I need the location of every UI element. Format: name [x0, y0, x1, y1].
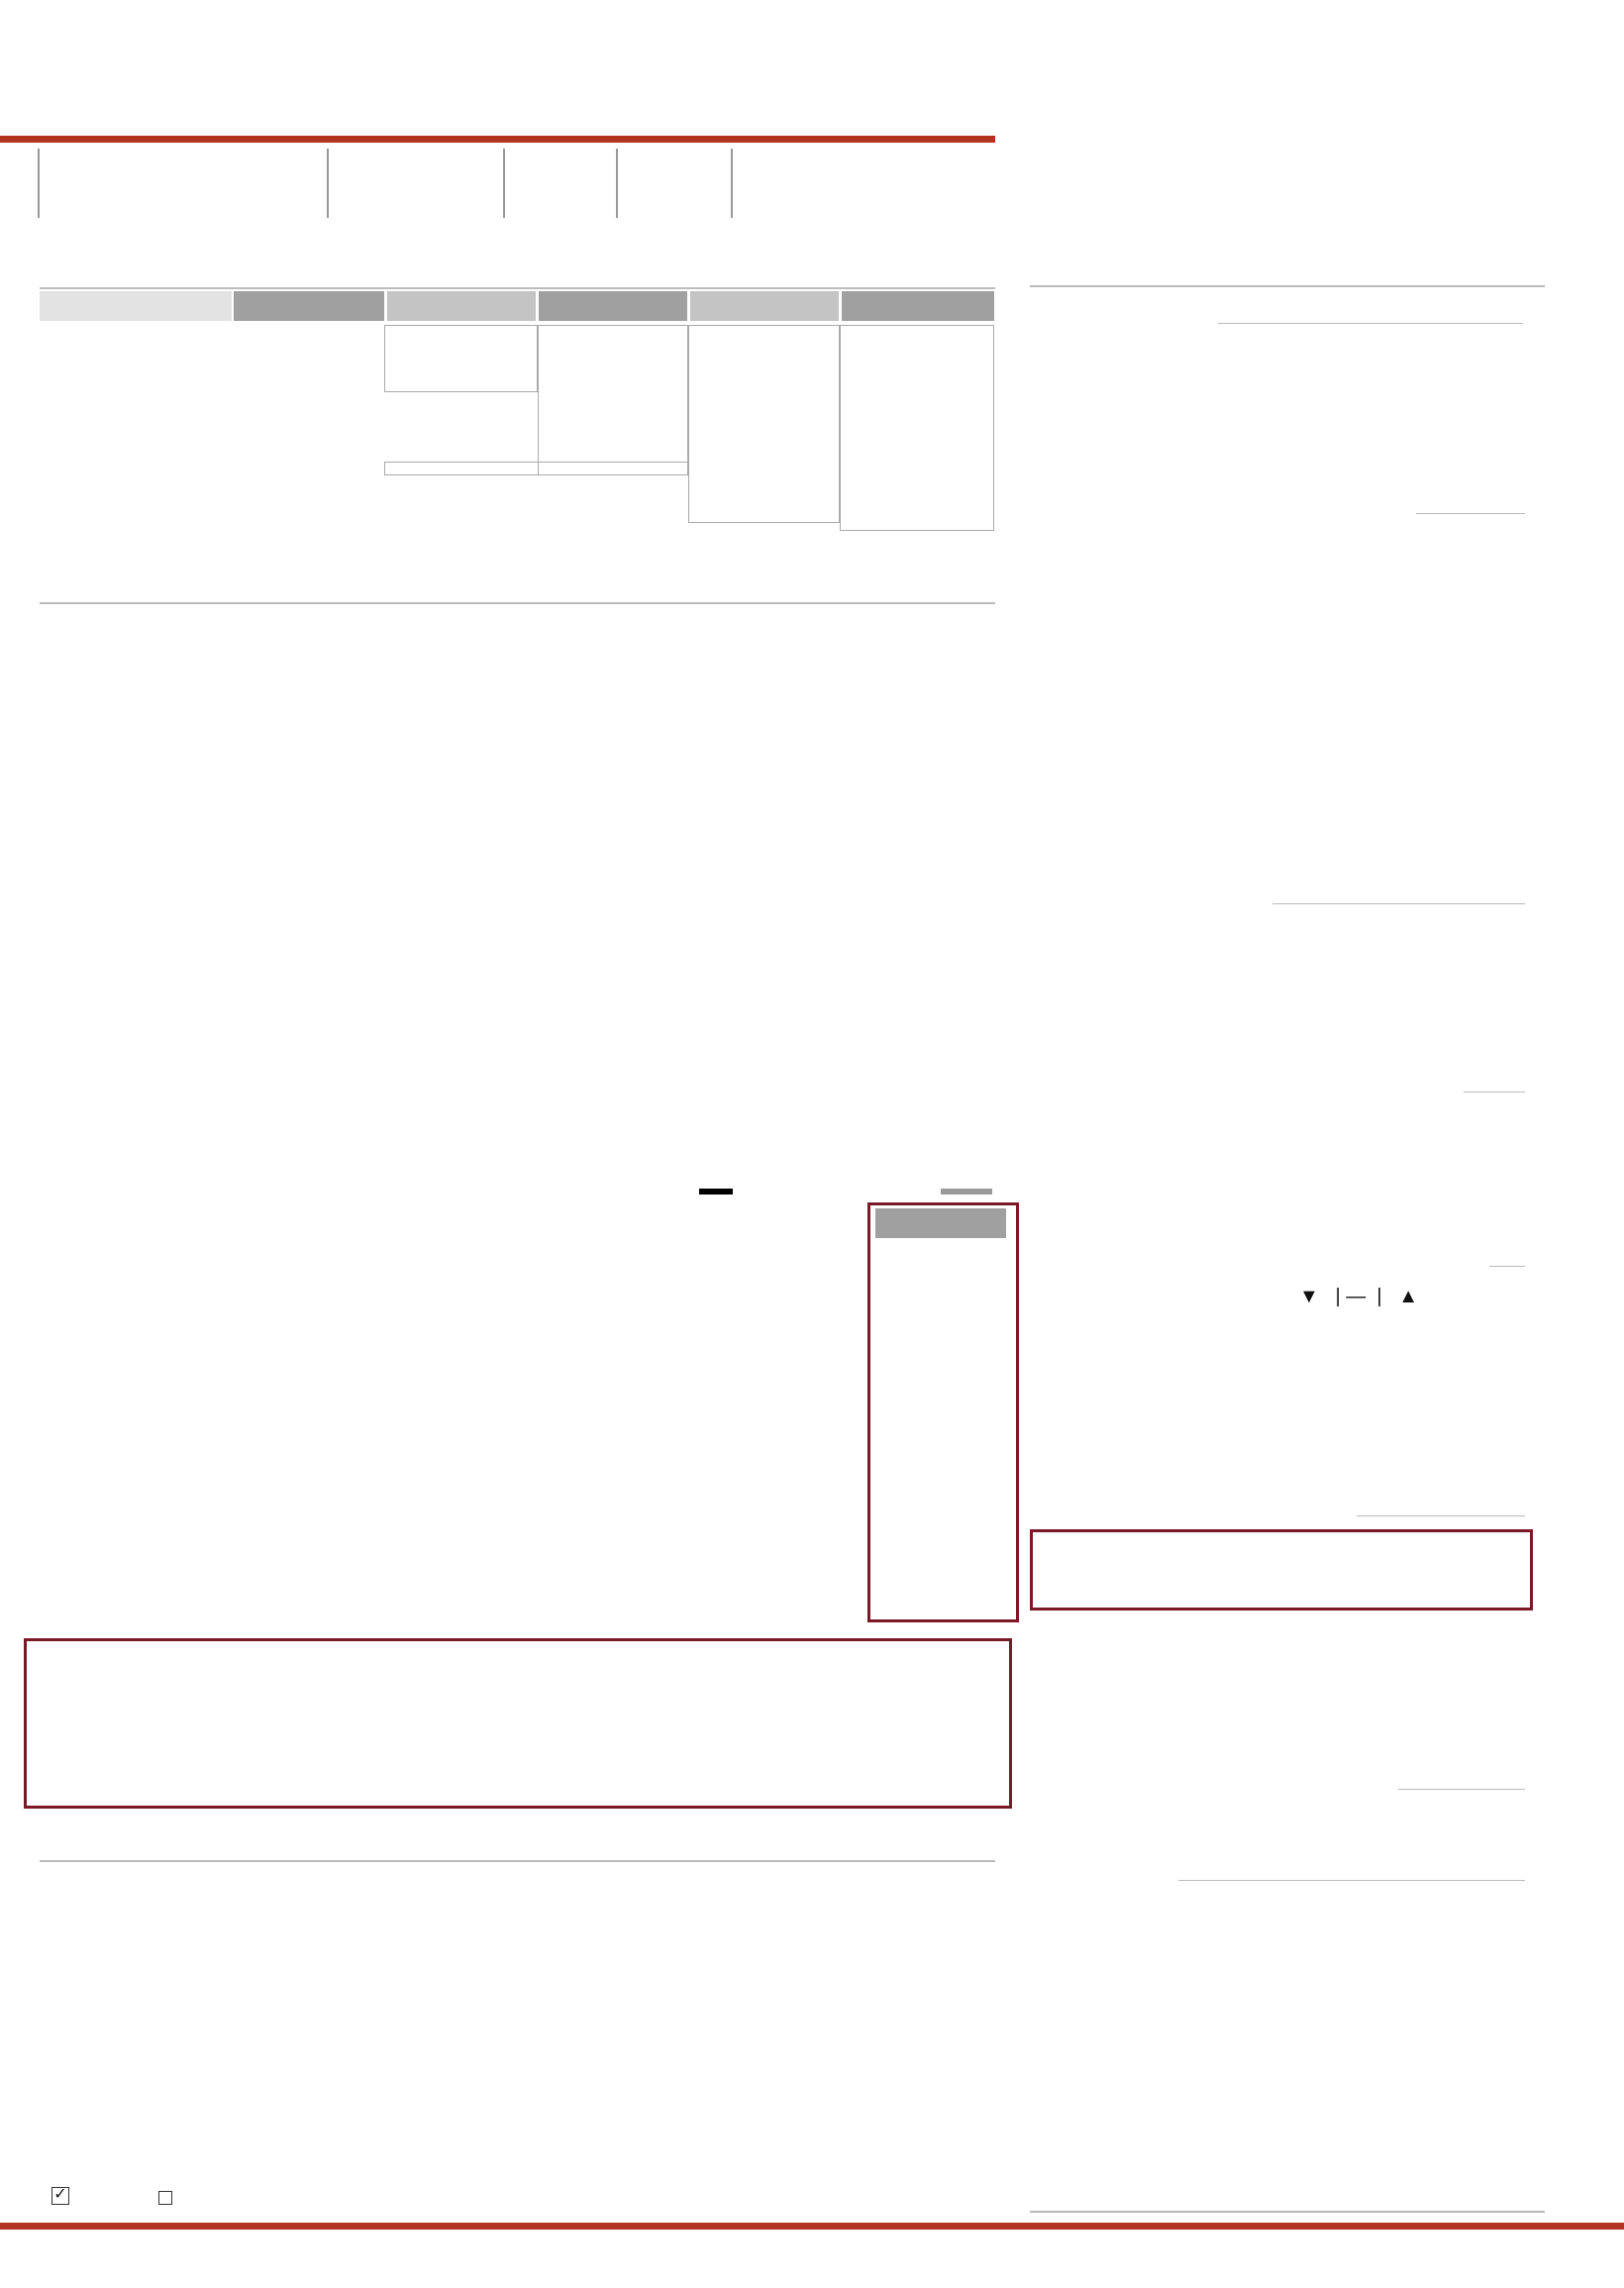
- section-rule: [40, 602, 995, 604]
- rule: [1398, 1789, 1525, 1790]
- normal-dash-icon: —: [1346, 1286, 1367, 1307]
- lbm-box: [538, 325, 688, 475]
- rule: [1357, 1515, 1525, 1516]
- below-arrow-icon: ▼: [1299, 1286, 1319, 1307]
- rule: [1272, 903, 1525, 904]
- ecw-analysis-highlight: [24, 1638, 1012, 1809]
- header-rule: [0, 136, 995, 143]
- legend-ideal-swatch: [699, 1189, 733, 1195]
- ecw-ratio-header: [875, 1208, 1006, 1238]
- patient-info-bar: [38, 149, 1008, 220]
- bca-corner: [40, 291, 232, 321]
- legend-actual-swatch: [941, 1189, 992, 1195]
- ecw-ratio-highlight: [867, 1202, 1019, 1622]
- divider: [503, 149, 505, 218]
- total-checkbox[interactable]: [158, 2191, 172, 2205]
- bca-col-tbw: [387, 291, 536, 321]
- divider: [731, 149, 733, 218]
- right-rule: [1030, 285, 1545, 287]
- bca-col-ffm: [690, 291, 839, 321]
- bca-col-weight: [842, 291, 994, 321]
- ecw-icw-highlight: [1030, 1529, 1533, 1611]
- rule: [1030, 2211, 1545, 2213]
- vfa-chart: [1030, 535, 1545, 891]
- section-rule: [40, 287, 995, 289]
- ffm-box: [688, 325, 840, 523]
- divider: [327, 149, 329, 218]
- bca-col-lbm: [539, 291, 687, 321]
- non-osseux-box: [384, 462, 689, 475]
- weight-box: [840, 325, 994, 531]
- recent-checkbox[interactable]: ✓: [51, 2187, 69, 2205]
- rule: [1489, 1266, 1525, 1267]
- footer-rule: [0, 2223, 1624, 2230]
- bca-col-values: [234, 291, 384, 321]
- divider: [38, 149, 40, 218]
- above-arrow-icon: ▲: [1398, 1286, 1418, 1307]
- segfat-legend: ▼ | — | ▲: [1299, 1286, 1418, 1307]
- rule: [1218, 323, 1523, 324]
- section-rule: [40, 1860, 995, 1862]
- rule: [1416, 513, 1525, 514]
- divider: [616, 149, 618, 218]
- rule: [1178, 1880, 1525, 1881]
- tbw-box: [384, 325, 538, 392]
